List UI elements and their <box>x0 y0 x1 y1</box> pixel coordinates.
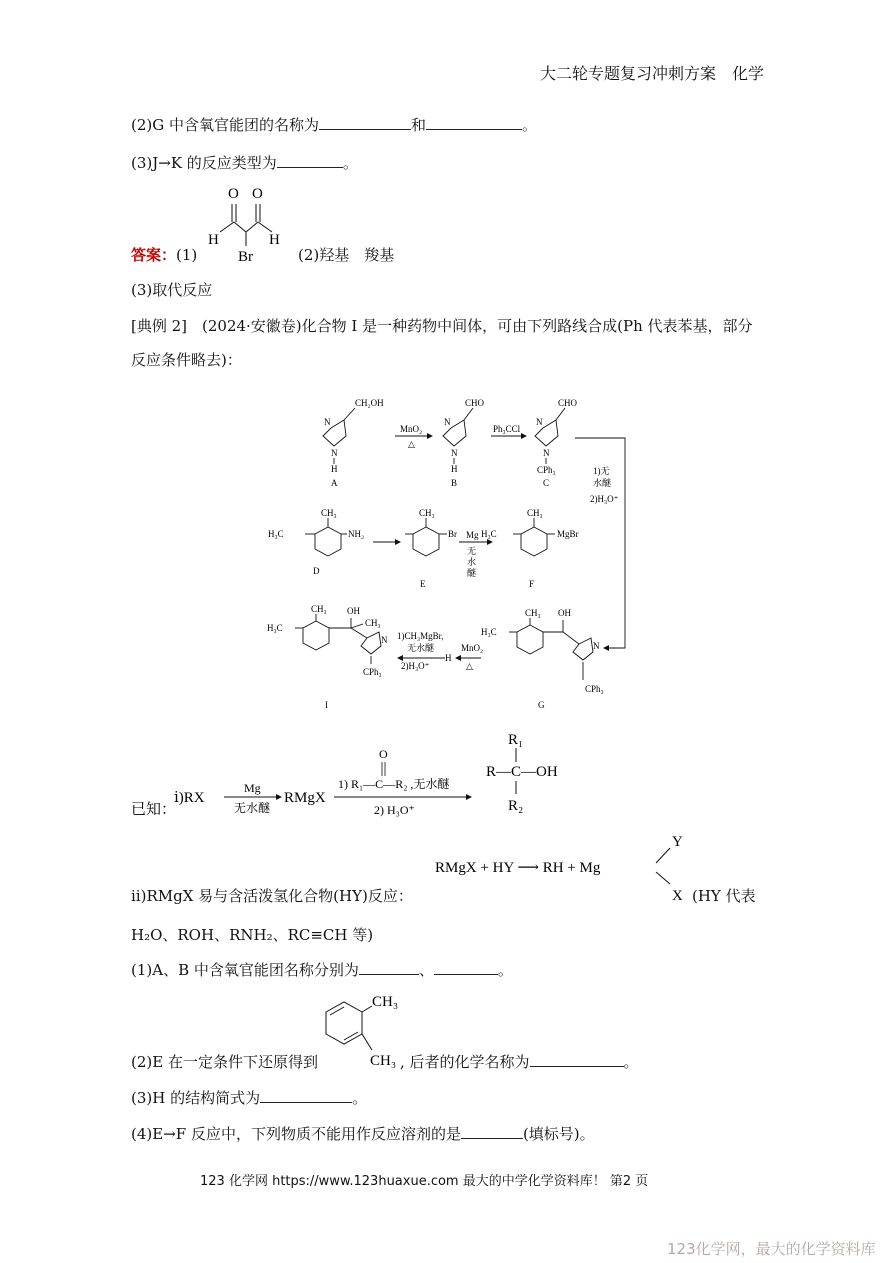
compound-g <box>481 608 604 710</box>
compound-h: H <box>445 653 452 663</box>
known-cond1: 1) R₁—C—R₂ ,无水醚 <box>338 777 450 791</box>
watermark-text: 123化学网，最大的化学资料库 <box>667 1240 876 1258</box>
question-text: (填标号)。 <box>522 1125 595 1143</box>
arrow-gh-bottom: △ <box>466 661 473 671</box>
known-ii-x: X <box>672 888 683 904</box>
f-mgbr: MgBr <box>557 529 579 539</box>
arrow-ab-bottom: △ <box>408 439 415 449</box>
g-label: G <box>538 700 545 710</box>
arrow-hi-l2: 无水醚 <box>407 643 435 653</box>
known-ii-text: ⅱ)RMgX 易与含活泼氢化合物(HY)反应： <box>131 887 413 905</box>
b-label: B <box>451 478 458 488</box>
mol-h2: H <box>269 232 280 248</box>
a-h: H <box>331 464 338 474</box>
xylene-ch3-top: CH₃ <box>372 994 399 1010</box>
question-text: (4)E→F 反应中，下列物质不能用作反应溶剂的是 <box>131 1125 461 1143</box>
known-prod-r1: R₁ <box>508 732 524 748</box>
answer-structure-bromomalonaldehyde <box>200 180 300 270</box>
question-text: 。 <box>352 1089 368 1107</box>
question-3-reaction-type <box>131 153 358 173</box>
question-text: (3)H 的结构简式为 <box>131 1089 261 1107</box>
answer-blank <box>359 960 419 975</box>
c-label: C <box>543 478 550 488</box>
e-br: Br <box>448 529 457 539</box>
b-substituent: CHO <box>465 398 485 408</box>
arrow-a-to-b <box>395 424 433 449</box>
i-cph3: CPh₃ <box>363 667 382 677</box>
known-prod-mid: R—C—OH <box>486 764 558 780</box>
a-substituent: CH₂OH <box>355 398 384 408</box>
known-reaction-i <box>126 724 586 824</box>
xylene-ch3-bottom: CH₃ <box>370 1053 397 1069</box>
arrow-cg-l1: 1)无 <box>593 466 610 476</box>
mol-h1: H <box>208 232 219 248</box>
known-mg: Mg <box>244 781 261 795</box>
mol-o2: O <box>252 186 263 202</box>
question-text: (3)J→K 的反应类型为 <box>131 154 277 172</box>
example-intro-line-2: 反应条件略去)： <box>131 351 242 369</box>
b-nh: N <box>451 448 458 458</box>
arrow-d-to-e <box>373 539 401 545</box>
f-ch3: CH₃ <box>527 508 543 518</box>
g-cph3: CPh₃ <box>585 684 604 694</box>
c-substituent: CHO <box>558 398 578 408</box>
e-label: E <box>420 579 426 589</box>
question-2-rest <box>400 1052 639 1072</box>
question-1 <box>131 960 513 980</box>
g-n: N <box>593 641 600 651</box>
arrow-h-to-i <box>397 631 445 671</box>
compound-e <box>405 508 457 589</box>
known-label: 已知： <box>131 802 177 818</box>
f-label: F <box>529 579 535 589</box>
question-text: 和 <box>411 116 427 134</box>
a-label: A <box>331 478 338 488</box>
arrow-gh-top: MnO₂ <box>461 643 484 653</box>
arrow-cg-l2: 水醚 <box>593 478 612 488</box>
arrow-cg-l3: 2)H₃O⁺ <box>590 494 619 504</box>
known-ii-eq: RMgX + HY ⟶ RH + Mg <box>435 860 601 876</box>
answer-label: 答案： <box>131 246 177 264</box>
arrow-b-to-c <box>491 424 527 439</box>
answer-blank <box>426 115 522 130</box>
answer-line-1 <box>131 245 197 265</box>
known-reaction-ii <box>430 826 690 906</box>
known-i-rx: ⅰ)RX <box>174 790 205 806</box>
answer-blank <box>461 1124 523 1139</box>
i-ch3b: CH₃ <box>365 618 381 628</box>
e-ch3: CH₃ <box>419 508 435 518</box>
compound-b <box>443 398 485 488</box>
compound-d <box>268 508 364 576</box>
arrow-bc-top: Ph₃CCl <box>493 424 521 434</box>
arrow-hi-l1: 1)CH₃MgBr, <box>397 631 444 641</box>
compound-a <box>323 398 384 488</box>
arrow-ef-top: Mg <box>466 530 479 540</box>
question-text: , 后者的化学名称为 <box>400 1053 530 1071</box>
o-xylene-structure <box>318 988 408 1070</box>
known-cond2: 2) H₃O⁺ <box>374 803 415 817</box>
arrow-ab-top: MnO₂ <box>400 424 423 434</box>
answer-blank <box>319 115 411 130</box>
compound-c <box>535 398 578 488</box>
d-h3c: H₃C <box>268 529 284 539</box>
c-n: N <box>536 417 543 427</box>
g-oh: OH <box>558 608 571 618</box>
question-3 <box>131 1088 367 1108</box>
known-ii-y: Y <box>672 834 683 850</box>
a-nh: N <box>331 448 338 458</box>
answer-part-2: (2)羟基 羧基 <box>298 246 395 264</box>
answer-part-1: (1) <box>176 246 198 264</box>
answer-blank <box>530 1052 624 1067</box>
answer-blank <box>260 1088 352 1103</box>
d-ch3: CH₃ <box>321 508 337 518</box>
page-footer: 123 化学网 https://www.123huaxue.com 最大的中学化学资料库！ 第2 页 <box>200 1174 649 1189</box>
question-text: (2)G 中含氧官能团的名称为 <box>131 116 319 134</box>
question-2-g-functional-groups <box>131 115 537 135</box>
d-nh2: NH₂ <box>348 529 365 539</box>
arrow-g-to-h <box>455 643 483 671</box>
i-h3c: H₃C <box>267 623 283 633</box>
i-n: N <box>381 635 388 645</box>
question-text: 。 <box>342 154 358 172</box>
known-o: O <box>379 747 388 761</box>
a-n: N <box>324 417 331 427</box>
compound-i <box>267 604 388 710</box>
example-intro-line-1: [典例 2] (2024·安徽卷)化合物 I 是一种药物中间体，可由下列路线合成(Ph 代表苯基，部分 <box>131 317 753 335</box>
arrow-ef-b3: 醚 <box>467 568 477 578</box>
c-cph3: CPh₃ <box>537 465 556 475</box>
known-ii-line2: H₂O、ROH、RNH₂、RC≡CH 等) <box>131 926 374 944</box>
answer-blank <box>277 153 343 168</box>
question-text: 。 <box>623 1053 639 1071</box>
question-4 <box>131 1124 595 1144</box>
f-h3c: H₃C <box>481 529 497 539</box>
known-ether: 无水醚 <box>234 801 271 815</box>
d-label: D <box>313 566 320 576</box>
arrow-ef-b1: 无 <box>467 546 477 556</box>
b-n: N <box>444 417 451 427</box>
i-label: I <box>325 700 328 710</box>
arrow-c-to-g <box>575 438 625 651</box>
i-oh: OH <box>347 606 360 616</box>
question-2-prefix: (2)E 在一定条件下还原得到 <box>131 1053 318 1071</box>
question-text: 、 <box>418 961 434 979</box>
synthesis-scheme <box>255 392 635 717</box>
known-rmgx: RMgX <box>284 790 326 806</box>
known-ii-end: (HY 代表 <box>692 887 756 905</box>
c-n2: N <box>543 448 550 458</box>
question-text: 。 <box>522 116 538 134</box>
answer-blank <box>434 960 498 975</box>
g-h3c: H₃C <box>481 627 497 637</box>
mol-br: Br <box>238 249 253 265</box>
page-header-title: 大二轮专题复习冲刺方案 化学 <box>540 64 765 83</box>
question-text: 。 <box>497 961 513 979</box>
mol-o1: O <box>228 186 239 202</box>
answer-part-3: (3)取代反应 <box>131 281 213 299</box>
compound-f <box>481 508 579 589</box>
b-h: H <box>451 464 458 474</box>
known-prod-r2: R₂ <box>508 798 524 814</box>
i-ch3: CH₃ <box>311 604 327 614</box>
arrow-ef-b2: 水 <box>467 557 477 567</box>
arrow-hi-l3: 2)H₃O⁺ <box>401 661 430 671</box>
g-ch3: CH₃ <box>525 608 541 618</box>
question-text: (1)A、B 中含氧官能团名称分别为 <box>131 961 359 979</box>
